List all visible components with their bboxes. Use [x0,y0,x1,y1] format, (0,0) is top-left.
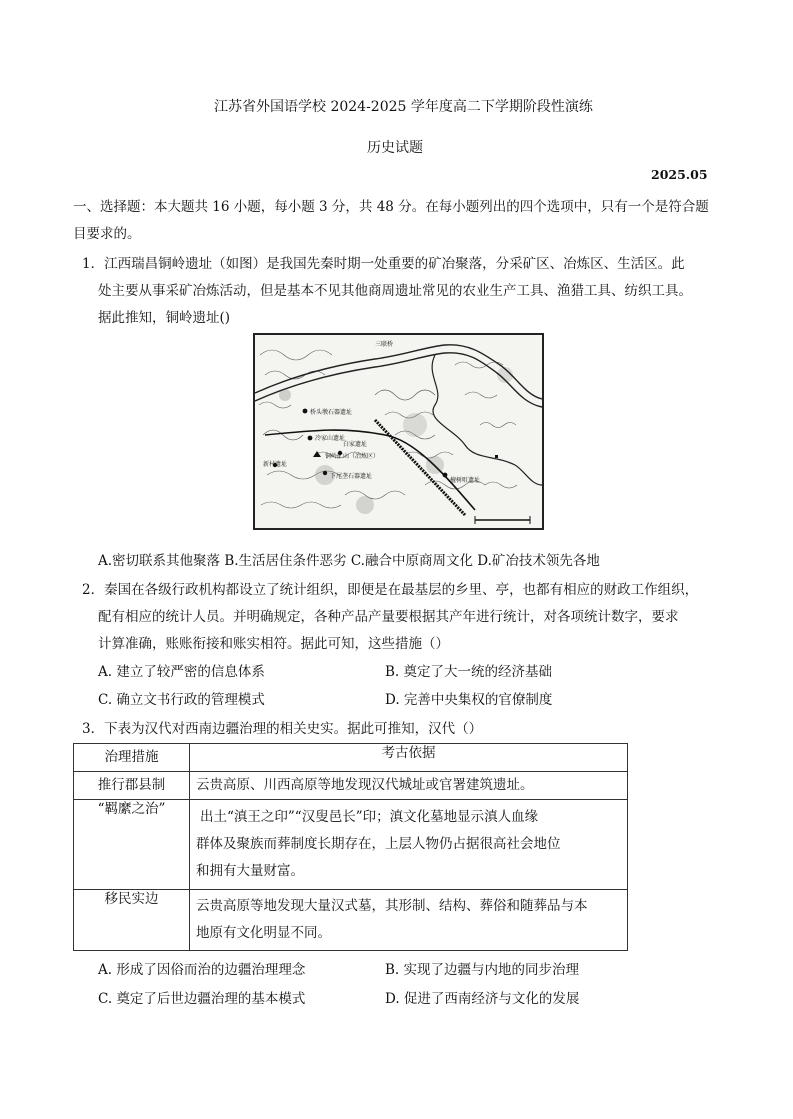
table-row [74,890,628,951]
map-label-site-d: 白家遗址 [343,441,368,448]
q3-stem: 3．下表为汉代对西南边疆治理的相关史实。据此可推知，汉代（） [82,721,483,737]
map-label-site-e: 下尾垄石器遗址 [330,473,373,480]
table-header-evidence: 考古依据 [190,744,628,772]
map-label-river: 三联桥 [375,341,394,348]
exam-title: 江苏省外国语学校 2024-2025 学年度高二下学期阶段性演练 [214,99,593,115]
table-header-measure: 治理措施 [74,744,190,772]
q1-options: A.密切联系其他聚落 B.生活居住条件恶劣 C.融合中原商周文化 D.矿冶技术领先各地 [98,553,600,569]
map-label-site-b: 冷家山遗址 [315,435,346,442]
q1-stem-line2: 处主要从事采矿冶炼活动，但是基本不见其他商周遗址常见的农业生产工具、渔猎工具、纺织工具。 [98,283,692,299]
table-header-row [74,744,628,772]
section-instructions-line2: 目要求的。 [73,226,141,242]
row3-measure: 移民实边 [74,890,190,951]
q2-option-c: C. 确立文书行政的管理模式 [98,692,265,708]
row2-evidence: 出土“滇王之印”“汉叟邑长”印；滇文化墓地显示滇人血缘 群体及聚族而葬制度长期存在，上层人物仍占据很高社会地位 和拥有大量财富。 [190,800,628,890]
governance-table [73,743,628,951]
table-row [74,772,628,800]
q1-stem-line1: 1．江西瑞昌铜岭遗址（如图）是我国先秦时期一处重要的矿冶聚落，分采矿区、冶炼区、生活区。此 [82,256,685,272]
tongling-site-map [253,333,544,530]
q2-option-b: B. 奠定了大一统的经济基础 [385,664,553,680]
row2-measure: “羁縻之治” [74,800,190,890]
subject-title: 历史试题 [367,140,423,156]
q2-stem-line2: 配有相应的统计人员。并明确规定，各种产品产量要根据其产年进行统计，对各项统计数字，要求 [98,609,679,625]
map-label-site-g: 新村遗址 [263,461,288,468]
map-drawing [255,335,542,528]
exam-date: 2025.05 [651,167,708,182]
map-label-site-c: 铜岭矿山（冶炼区） [325,453,380,460]
q2-stem-line3: 计算准确，账账衔接和账实相符。据此可知，这些措施（） [98,636,449,652]
q3-option-b: B. 实现了边疆与内地的同步治理 [385,962,580,978]
map-label-site-f: 檀树咀遗址 [450,477,481,484]
q3-option-a: A. 形成了因俗而治的边疆治理理念 [98,962,306,978]
map-label-site-a: 桥头墩石器遗址 [310,409,353,416]
row1-evidence: 云贵高原、川西高原等地发现汉代城址或官署建筑遗址。 [190,772,628,800]
section-instructions-line1: 一、选择题：本大题共 16 小题，每小题 3 分，共 48 分。在每小题列出的四个选项中，只有一个是符合题 [73,199,709,215]
row1-measure: 推行郡县制 [74,772,190,800]
table-row [74,800,628,890]
q3-option-d: D. 促进了西南经济与文化的发展 [385,991,580,1007]
q2-option-d: D. 完善中央集权的官僚制度 [385,692,553,708]
row3-evidence: 云贵高原等地发现大量汉式墓，其形制、结构、葬俗和随葬品与本 地原有文化明显不同。 [190,890,628,951]
q2-stem-line1: 2．秦国在各级行政机构都设立了统计组织，即便是在最基层的乡里、亭，也都有相应的财政工作组织， [82,582,699,598]
q1-stem-line3: 据此推知，铜岭遗址() [98,310,231,326]
q2-option-a: A. 建立了较严密的信息体系 [98,664,265,680]
q3-option-c: C. 奠定了后世边疆治理的基本模式 [98,991,306,1007]
